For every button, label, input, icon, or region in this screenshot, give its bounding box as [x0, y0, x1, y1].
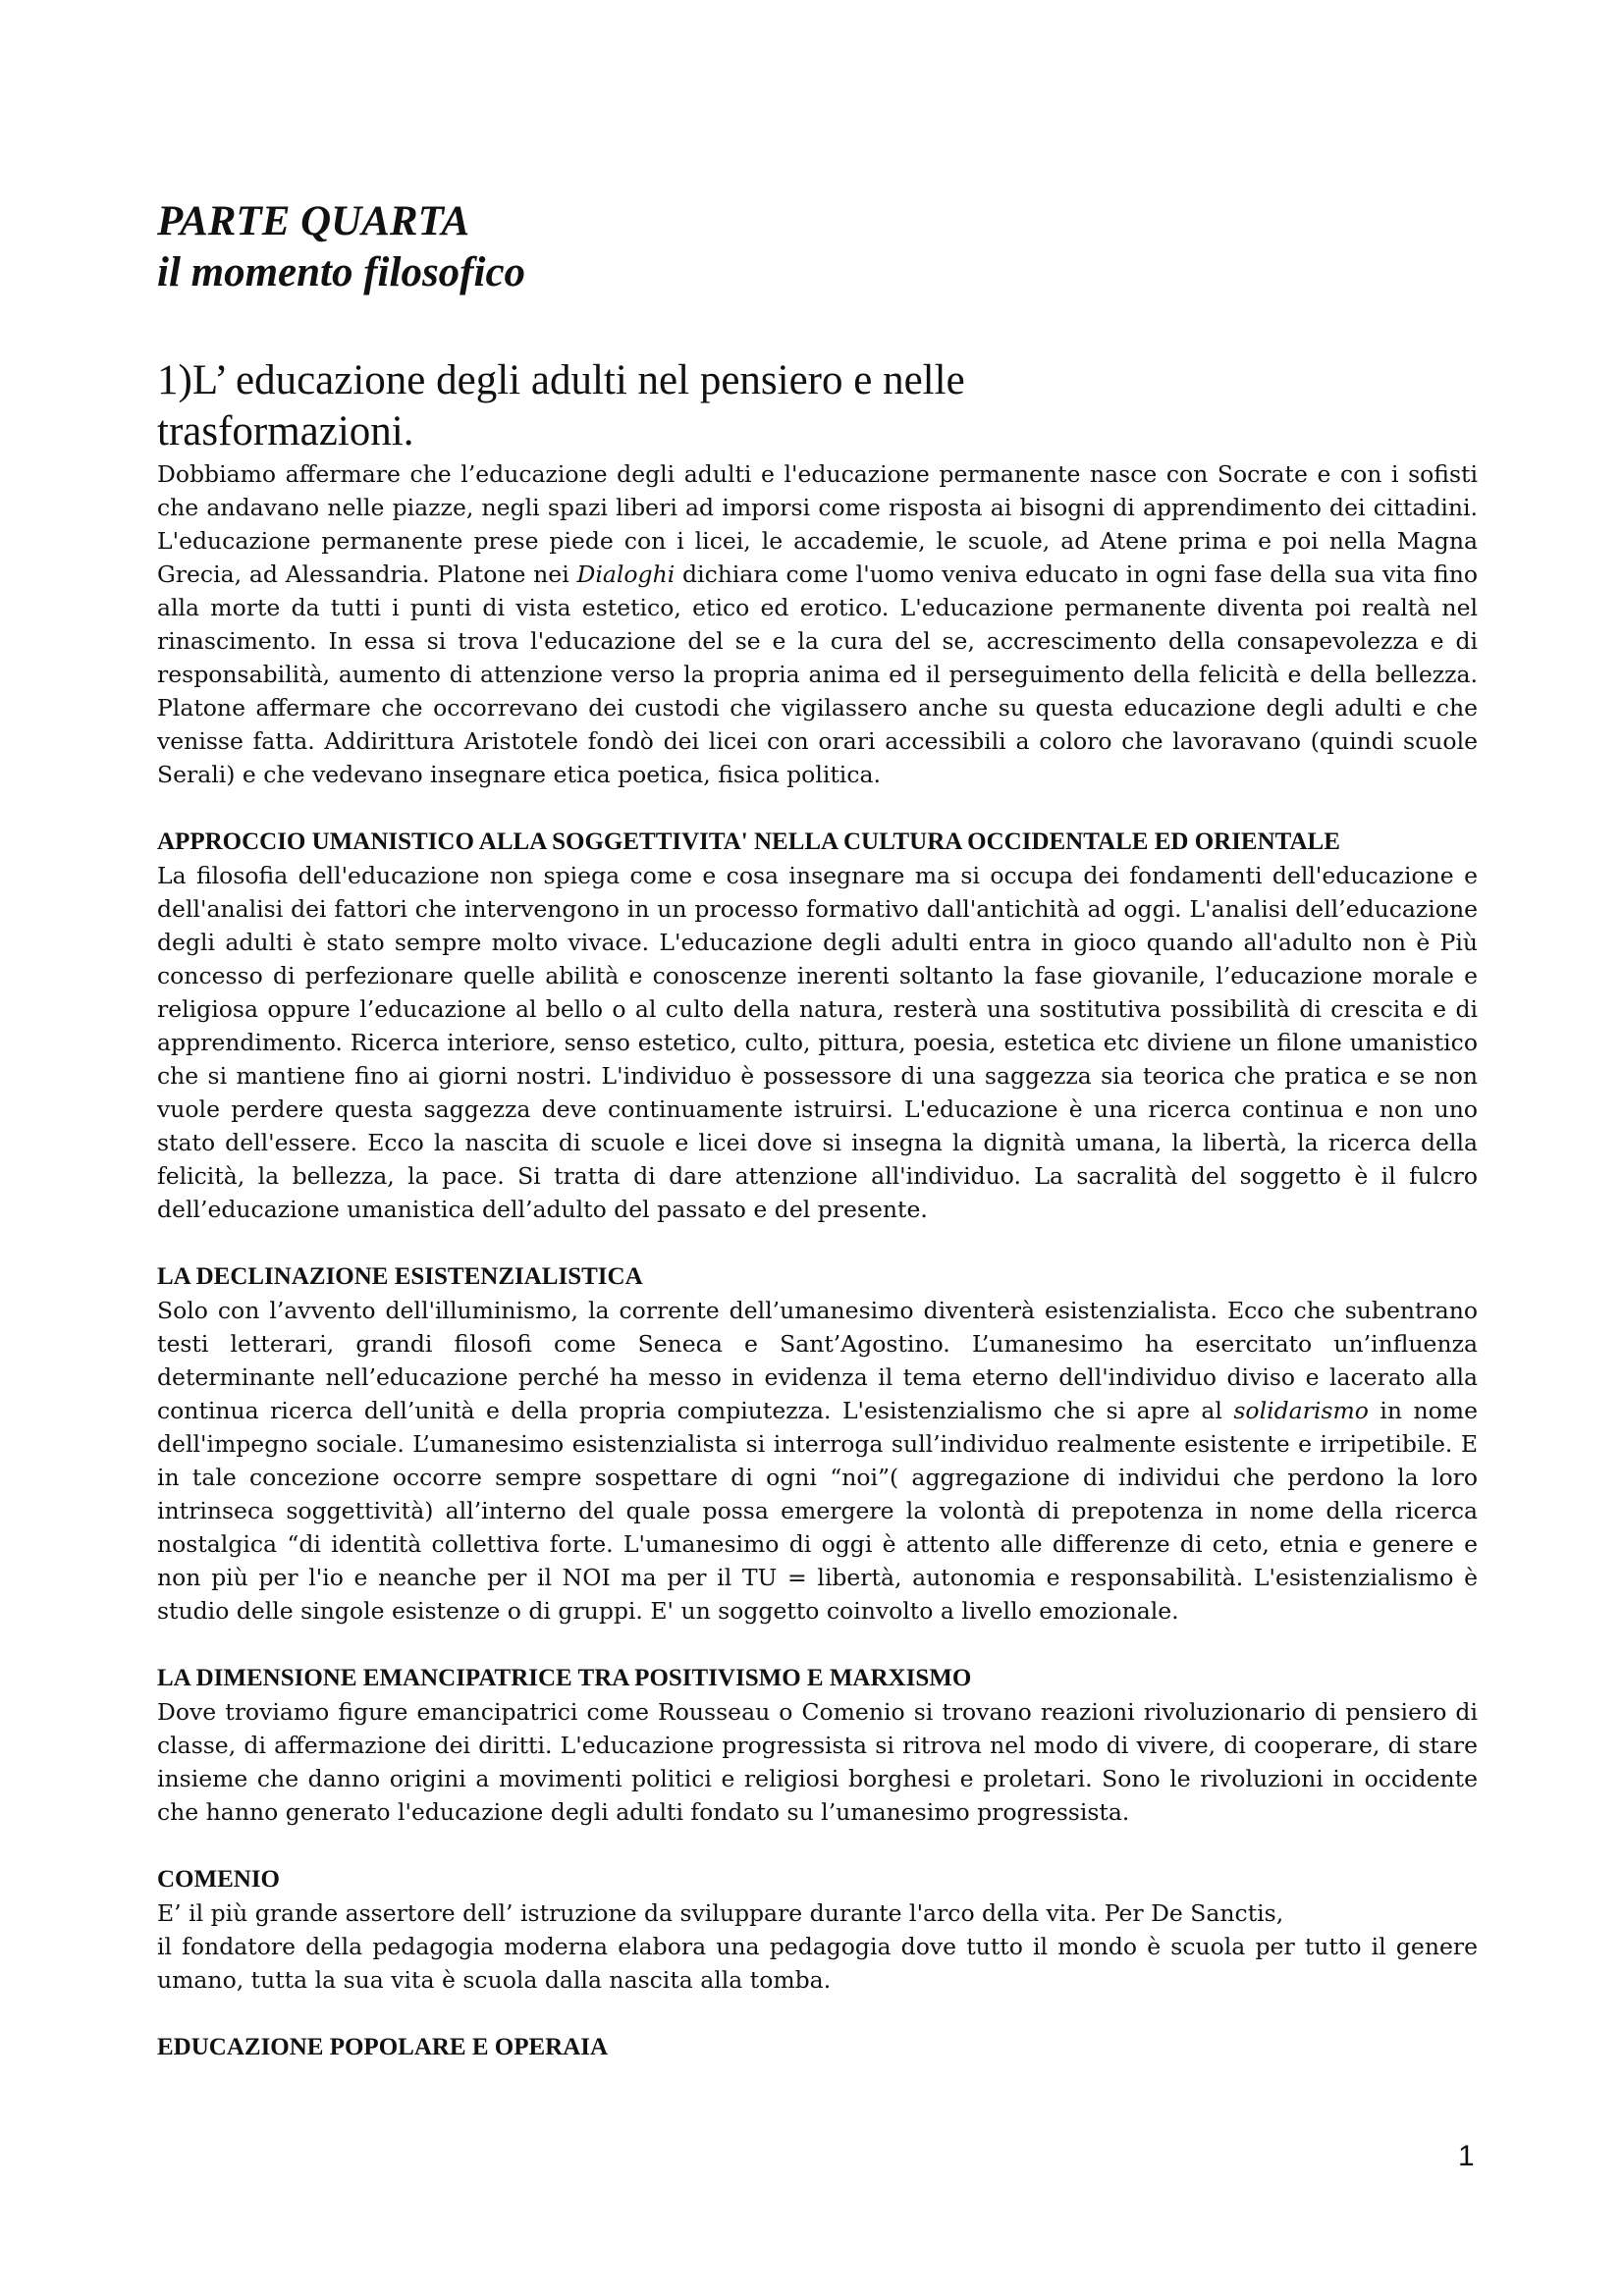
page-number: 1	[1458, 2140, 1475, 2172]
section-heading-comenio: COMENIO	[157, 1866, 280, 1893]
section-umanistico	[157, 826, 1478, 1226]
section-text-emancipatrice: Dove troviamo figure emancipatrici come Rousseau o Comenio si trovano reazioni rivoluzionario di pensiero di classe, di affermazione dei diritti. L'educazione progressista si ritrova nel modo di vivere, di cooperare, di stare insieme che danno origini a movimenti politici e religiosi borghesi e proletari. Sono le rivoluzioni in occidente che hanno generato l'educazione degli adulti fondato su l’umanesimo progressista.	[157, 1698, 1478, 1826]
section-text-comenio-line2: il fondatore della pedagogia moderna elabora una pedagogia dove tutto il mondo è scuola per tutto il genere umano, tutta la sua vita è scuola dalla nascita alla tomba.	[157, 1933, 1478, 1994]
intro-text-part1: Dobbiamo affermare che l’educazione degli adulti e l'educazione permanente nasce con Socrate e con i sofisti che andavano nelle piazze, negli spazi liberi ad imporsi come risposta ai bisogni di apprendimento dei cittadini. L'educazione permanente prese piede con i licei, le accademie, le scuole, ad Atene prima e poi nella Magna Grecia, ad Alessandria. Platone nei	[157, 460, 1478, 588]
part-subtitle: il momento filosofico	[157, 249, 526, 295]
chapter-title-line2: trasformazioni.	[157, 408, 414, 454]
section-heading-esistenzialistica: LA DECLINAZIONE ESISTENZIALISTICA	[157, 1263, 643, 1290]
section-heading-umanistico: APPROCCIO UMANISTICO ALLA SOGGETTIVITA' NELLA CULTURA OCCIDENTALE ED ORIENTALE	[157, 828, 1340, 855]
section-text-esistenzialistica	[157, 1294, 1478, 1628]
chapter-intro-paragraph	[157, 457, 1478, 791]
document-page	[157, 196, 1478, 2064]
section-heading-popolare: EDUCAZIONE POPOLARE E OPERAIA	[157, 2034, 609, 2060]
chapter-title	[157, 355, 1478, 457]
intro-italic-dialoghi: Dialoghi	[576, 561, 676, 588]
esistenzialistica-text-part2: in nome dell'impegno sociale. L’umanesimo esistenzialista si interroga sull’individuo realmente esistente e irripetibile. E in tale concezione occorre sempre sospettare di ogni “noi”( aggregazione di individui che perdono la loro intrinseca soggettività) all’interno del quale possa emergere la volontà di prepotenza in nome della ricerca nostalgica “di identità collettiva forte. L'umanesimo di oggi è attento alle differenze di ceto, etnia e genere e non più per l'io e neanche per il NOI ma per il TU = libertà, autonomia e responsabilità. L'esistenzialismo è studio delle singole esistenze o di gruppi. E' un soggetto coinvolto a livello emozionale.	[157, 1397, 1478, 1625]
section-popolare	[157, 2031, 1478, 2064]
intro-text-part2: dichiara come l'uomo veniva educato in ogni fase della sua vita fino alla morte da tutti i punti di vista estetico, etico ed erotico. L'educazione permanente diventa poi realtà nel rinascimento. In essa si trova l'educazione del se e la cura del se, accrescimento della consapevolezza e di responsabilità, aumento di attenzione verso la propria anima ed il perseguimento della felicità e della bellezza. Platone affermare che occorrevano dei custodi che vigilassero anche su questa educazione degli adulti e che venisse fatta. Addirittura Aristotele fondò dei licei con orari accessibili a coloro che lavoravano (quindi scuole Serali) e che vedevano insegnare etica poetica, fisica politica.	[157, 561, 1479, 788]
section-emancipatrice	[157, 1662, 1478, 1829]
chapter-title-line1: 1)L’ educazione degli adulti nel pensiero e nelle	[157, 357, 965, 403]
section-text-comenio-line1: E’ il più grande assertore dell’ istruzione da sviluppare durante l'arco della vita. Per De Sanctis,	[157, 1899, 1284, 1927]
section-comenio	[157, 1863, 1478, 1997]
esistenzialistica-italic-solidarismo: solidarismo	[1233, 1397, 1369, 1424]
section-esistenzialistica	[157, 1260, 1478, 1628]
section-text-umanistico: La filosofia dell'educazione non spiega come e cosa insegnare ma si occupa dei fondamenti dell'educazione e dell'analisi dei fattori che intervengono in un processo formativo dall'antichità ad oggi. L'analisi dell’educazione degli adulti è stato sempre molto vivace. L'educazione degli adulti entra in gioco quando all'adulto non è Più concesso di perfezionare quelle abilità e conoscenze inerenti soltanto la fase giovanile, l’educazione morale e religiosa oppure l’educazione al bello o al culto della natura, resterà una sostitutiva possibilità di crescita e di apprendimento. Ricerca interiore, senso estetico, culto, pittura, poesia, estetica etc diviene un filone umanistico che si mantiene fino ai giorni nostri. L'individuo è possessore di una saggezza sia teorica che pratica e se non vuole perdere questa saggezza deve continuamente istruirsi. L'educazione è una ricerca continua e non uno stato dell'essere. Ecco la nascita di scuole e licei dove si insegna la dignità umana, la libertà, la ricerca della felicità, la bellezza, la pace. Si tratta di dare attenzione all'individuo. La sacralità del soggetto è il fulcro dell’educazione umanistica dell’adulto del passato e del presente.	[157, 862, 1478, 1223]
section-heading-emancipatrice: LA DIMENSIONE EMANCIPATRICE TRA POSITIVISMO E MARXISMO	[157, 1665, 972, 1691]
esistenzialistica-text-part1: Solo con l’avvento dell'illuminismo, la corrente dell’umanesimo diventerà esistenzialista. Ecco che subentrano testi letterari, grandi filosofi come Seneca e Sant’Agostino. L’umanesimo ha esercitato un’influenza determinante nell’educazione perché ha messo in evidenza il tema eterno dell'individuo diviso e lacerato alla continua ricerca dell’unità e della propria compiutezza. L'esistenzialismo che si apre al	[157, 1297, 1478, 1424]
part-title: PARTE QUARTA	[157, 198, 470, 244]
